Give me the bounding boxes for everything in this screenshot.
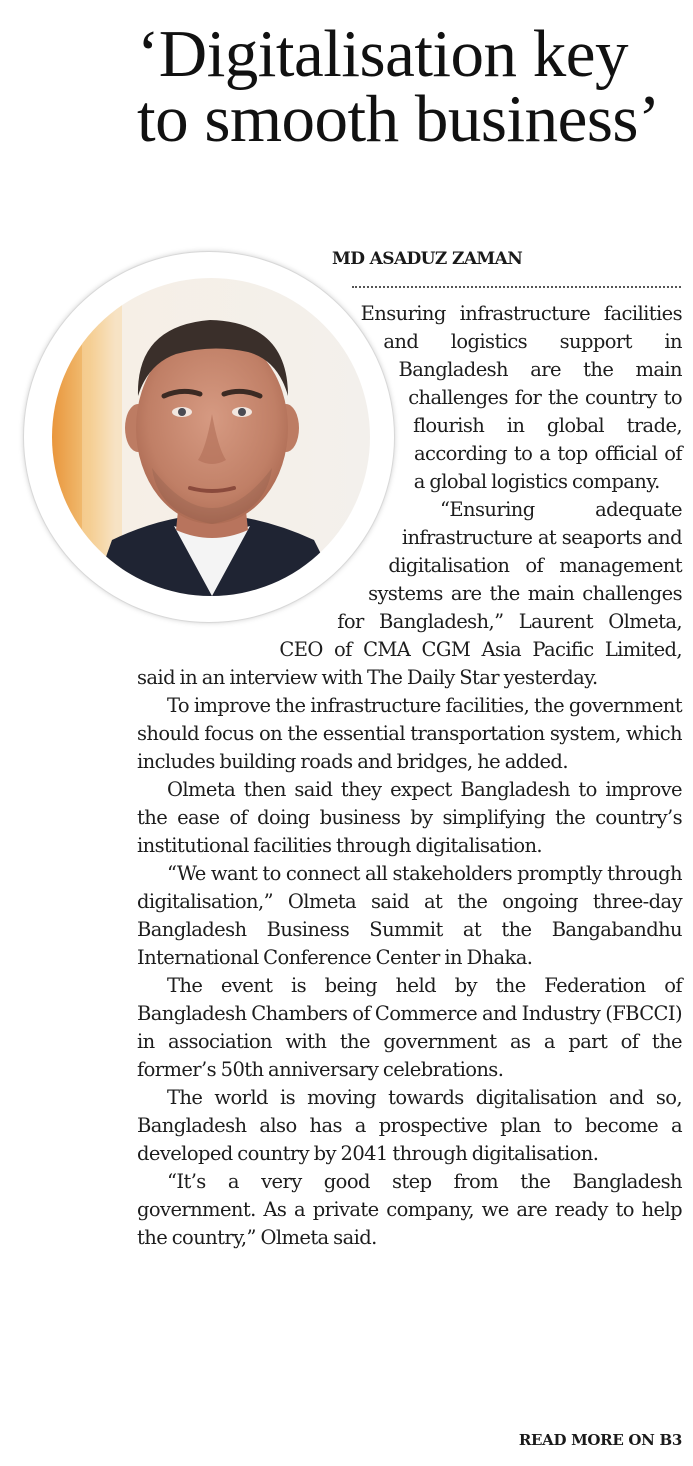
- paragraph-4: Olmeta then said they expect Bangladesh to improve the ease of doing business by simplifying the country’s institutional facilities through digitalisation.: [137, 778, 682, 857]
- headline: ‘Digitalisation key to smooth business’: [137, 17, 660, 156]
- paragraph-6: The event is being held by the Federation of Bangladesh Chambers of Commerce and Industry (FBCCI) in association with the government as a part of the former’s 50th anniversary celebrations.: [137, 974, 682, 1081]
- byline: MD ASADUZ ZAMAN: [332, 249, 523, 269]
- read-more-link[interactable]: READ MORE ON B3: [518, 1431, 682, 1449]
- paragraph-7: The world is moving towards digitalisation and so, Bangladesh also has a prospective plan to become a developed country by 2041 through digitalisation.: [137, 1086, 682, 1165]
- byline-divider: [352, 286, 681, 288]
- paragraph-2: “Ensuring adequate infrastructure at seaports and digitalisation of management systems are the main challenges for Bangladesh,” Laurent Olmeta, CEO of CMA CGM Asia Pacific Limited, said in an interview with The Daily Star yesterday.: [137, 498, 682, 689]
- article-body: [137, 300, 682, 1252]
- paragraph-5: “We want to connect all stakeholders promptly through digitalisation,” Olmeta said at the ongoing three-day Bangladesh Business Summit at the Bangabandhu International Conference Center in Dhaka.: [137, 862, 682, 969]
- paragraph-8: “It’s a very good step from the Bangladesh government. As a private company, we are ready to help the country,” Olmeta said.: [137, 1170, 682, 1249]
- paragraph-1: Ensuring infrastructure facilities and logistics support in Bangladesh are the main challenges for the country to flourish in global trade, according to a top official of a global logistics company.: [360, 302, 682, 493]
- paragraph-3: To improve the infrastructure facilities, the government should focus on the essential transportation system, which includes building roads and bridges, he added.: [137, 694, 682, 773]
